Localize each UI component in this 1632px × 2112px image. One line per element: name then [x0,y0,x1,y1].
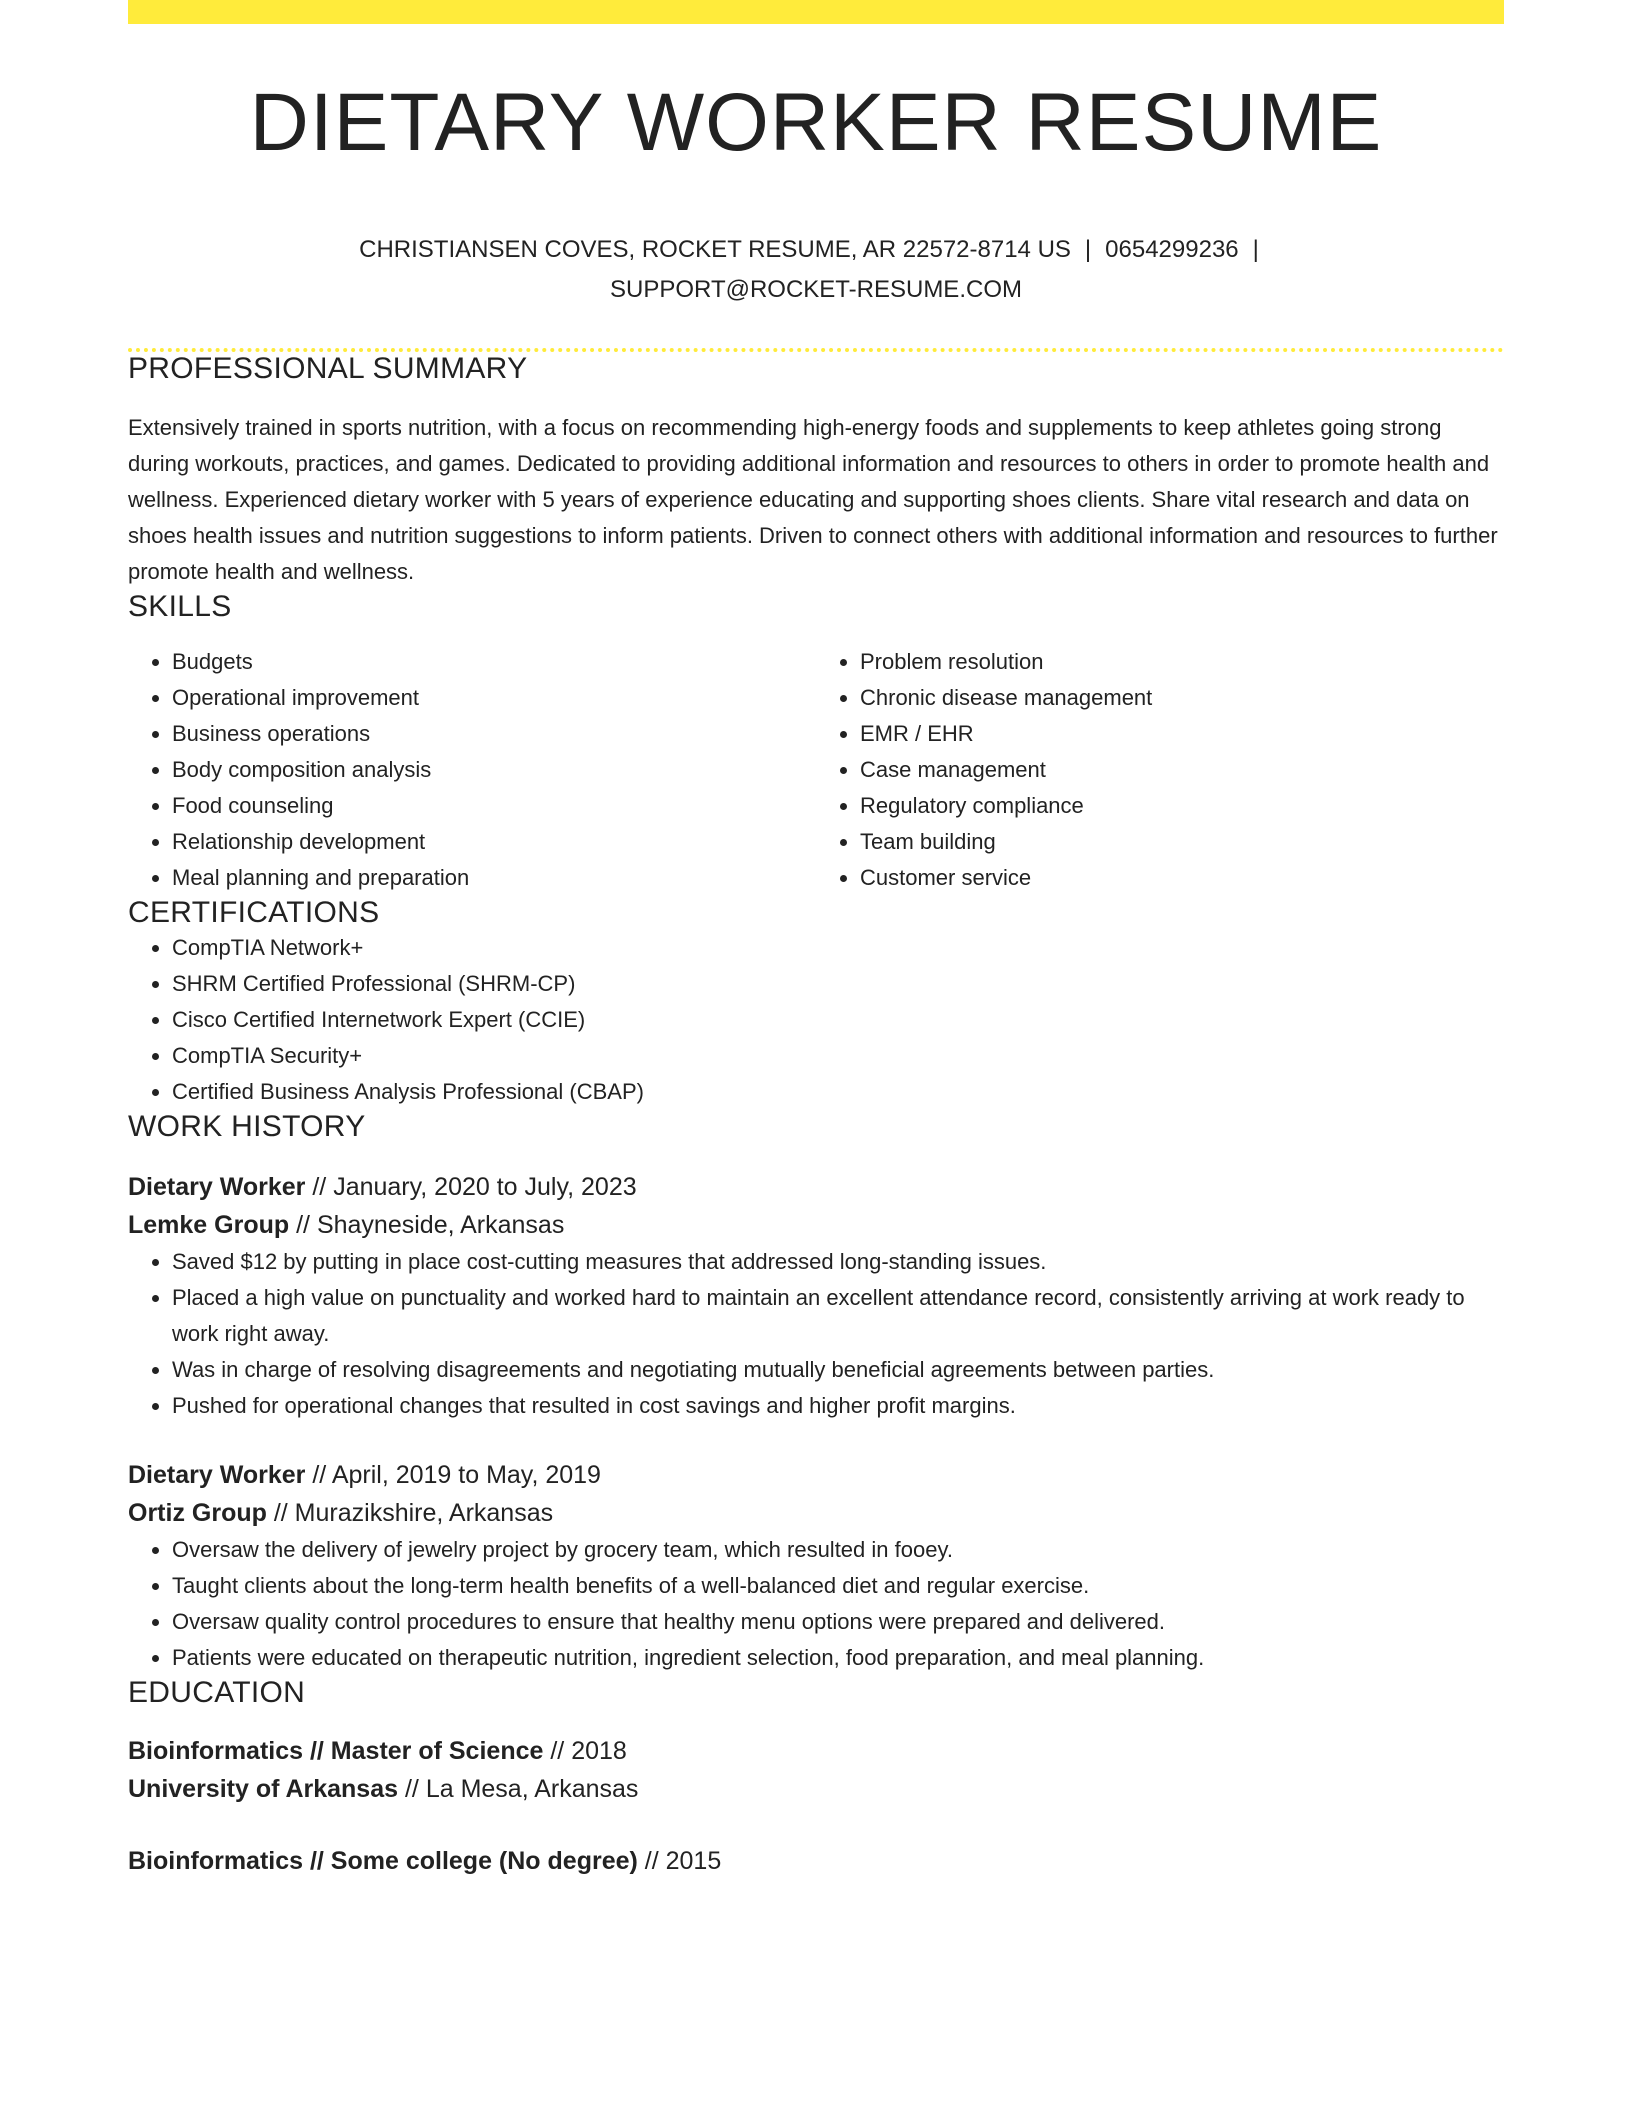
summary-text: Extensively trained in sports nutrition, with a focus on recommending high-energy foods and supplements to keep athletes going strong during workouts, practices, and games. Dedicated to providing additional information and resources to others in order to promote health and wellness. Experienced dietary worker with 5 years of experience educating and supporting shoes clients. Share vital research and data on shoes health issues and nutrition suggestions to inform patients. Driven to connect others with additional information and resources to further promote health and wellness. [128,415,1498,584]
list-item: • Case management [860,752,1504,788]
education-year: // 2015 [644,1847,722,1875]
contact-address: CHRISTIANSEN COVES, ROCKET RESUME, AR 22572-8714 US [359,236,1071,263]
list-item: • Body composition analysis [172,752,816,788]
list-item: • CompTIA Network+ [172,930,1504,966]
list-item: • Chronic disease management [860,680,1504,716]
work-history-heading: WORK HISTORY [128,1110,366,1143]
list-item: • Operational improvement [172,680,816,716]
list-item: • Patients were educated on therapeutic nutrition, ingredient selection, food preparation, and meal planning. [172,1640,1504,1676]
list-item: • Taught clients about the long-term health benefits of a well-balanced diet and regular exercise. [172,1568,1504,1604]
education-heading: EDUCATION [128,1676,306,1709]
certifications-list [128,930,1504,1110]
list-item: • Business operations [172,716,816,752]
job-location: // Murazikshire, Arkansas [273,1499,554,1527]
certifications-heading: CERTIFICATIONS [128,896,380,929]
job-company: Ortiz Group [128,1499,267,1527]
job-dates: // January, 2020 to July, 2023 [312,1173,637,1201]
contact-email: SUPPORT@ROCKET-RESUME.COM [610,276,1022,303]
education-entry [128,1732,1504,1808]
resume-title: DIETARY WORKER RESUME [249,77,1383,168]
list-item: • Customer service [860,860,1504,896]
contact-phone: 0654299236 [1105,236,1239,263]
job-company: Lemke Group [128,1211,290,1239]
list-item: • Cisco Certified Internetwork Expert (CCIE) [172,1002,1504,1038]
education-year: // 2018 [550,1737,627,1765]
list-item: • Certified Business Analysis Professional (CBAP) [172,1074,1504,1110]
job-dates: // April, 2019 to May, 2019 [312,1461,601,1489]
education-entry [128,1842,1504,1880]
education-degree: Bioinformatics // Master of Science [128,1737,544,1765]
contact-separator: | [1252,236,1259,263]
list-item: • Saved $12 by putting in place cost-cutting measures that addressed long-standing issues. [172,1244,1504,1280]
list-item: • Regulatory compliance [860,788,1504,824]
job-title: Dietary Worker [128,1173,306,1201]
accent-bar [128,0,1504,24]
list-item: • Relationship development [172,824,816,860]
list-item: • EMR / EHR [860,716,1504,752]
skills-list-left [128,644,816,896]
job-header [128,1168,1504,1244]
list-item: • Meal planning and preparation [172,860,816,896]
skills-list-right [816,644,1504,896]
job-title: Dietary Worker [128,1461,306,1489]
skills-heading: SKILLS [128,590,232,623]
education-degree: Bioinformatics // Some college (No degree) [128,1847,638,1875]
list-item: • CompTIA Security+ [172,1038,1504,1074]
list-item: • Budgets [172,644,816,680]
education-school: University of Arkansas [128,1775,399,1803]
list-item: • Food counseling [172,788,816,824]
list-item: • Problem resolution [860,644,1504,680]
contact-separator: | [1084,236,1092,263]
contact-info [128,230,1504,310]
resume-page [128,0,1504,1880]
skills-columns [128,644,1504,896]
job-header [128,1456,1504,1532]
job-bullets [128,1244,1504,1424]
list-item: • Pushed for operational changes that resulted in cost savings and higher profit margins. [172,1388,1504,1424]
summary-heading: PROFESSIONAL SUMMARY [128,352,528,385]
list-item: • SHRM Certified Professional (SHRM-CP) [172,966,1504,1002]
education-location: // La Mesa, Arkansas [404,1775,639,1803]
list-item: • Team building [860,824,1504,860]
job-location: // Shayneside, Arkansas [296,1211,565,1239]
list-item: • Oversaw quality control procedures to ensure that healthy menu options were prepared and delivered. [172,1604,1504,1640]
list-item: • Placed a high value on punctuality and worked hard to maintain an excellent attendance record, consistently arriving at work ready to work right away. [172,1280,1504,1352]
job-bullets [128,1532,1504,1676]
list-item: • Was in charge of resolving disagreements and negotiating mutually beneficial agreements between parties. [172,1352,1504,1388]
list-item: • Oversaw the delivery of jewelry project by grocery team, which resulted in fooey. [172,1532,1504,1568]
